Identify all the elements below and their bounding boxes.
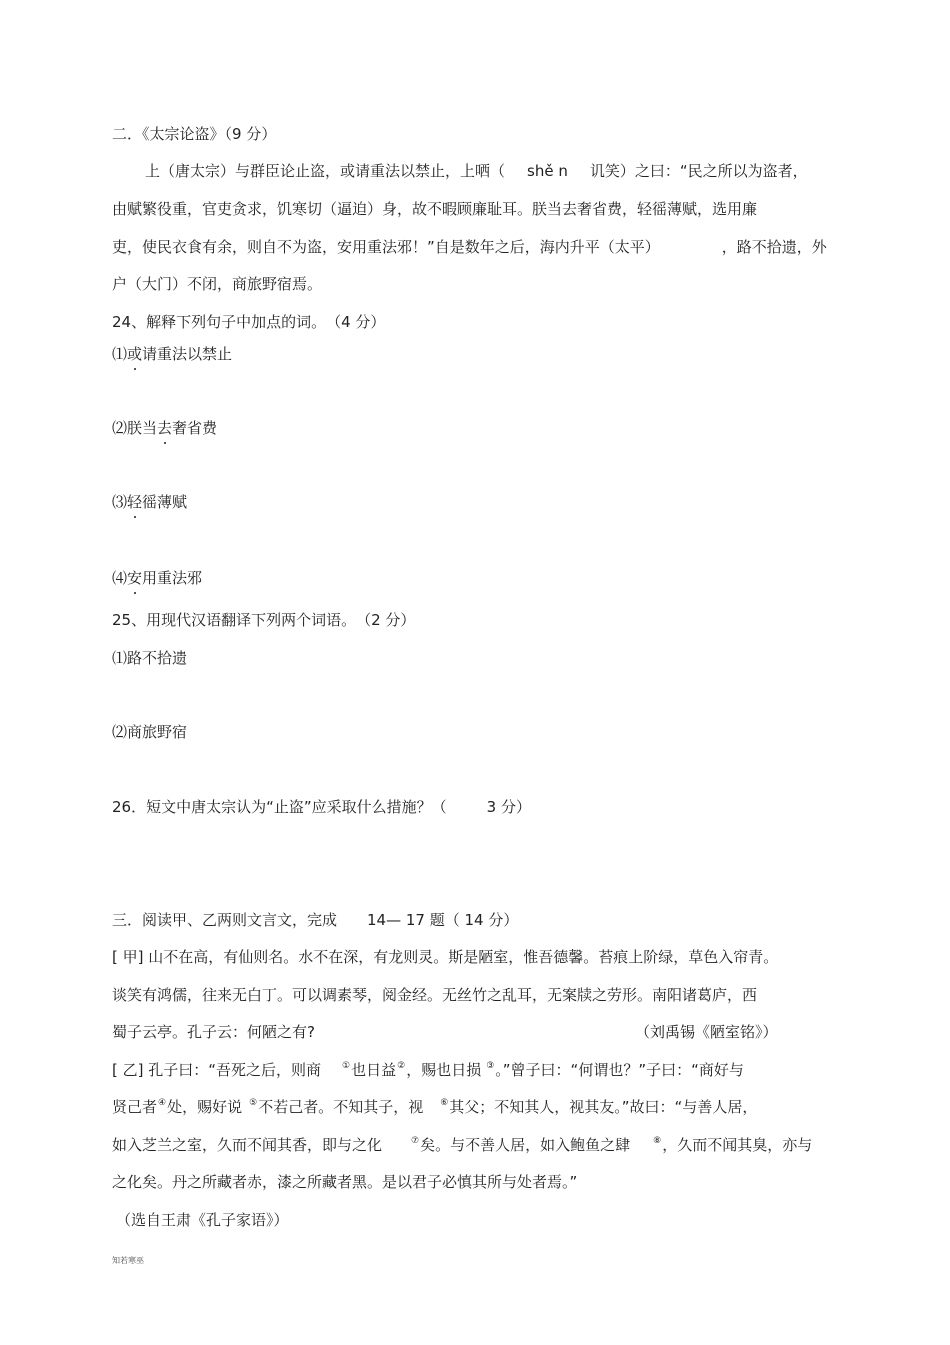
passage-text: 如入芝兰之室，久而不闻其香，即与之化 (112, 1136, 383, 1154)
passage-text: 其父；不知其人，视其友。”故曰：“与善人居， (449, 1098, 758, 1116)
footnote-marker: ⑦ (411, 1136, 420, 1146)
footnote-marker: ⑤ (249, 1098, 258, 1108)
question-25-item-1: ⑴路不拾遗 (112, 649, 188, 667)
page-footer: 知若寒巫 (112, 1256, 144, 1265)
dotted-word: 或 (127, 345, 143, 363)
question-25-title: 25、用现代汉语翻译下列两个词语。 （2 分） (112, 611, 416, 629)
footnote-marker: ② (397, 1061, 406, 1071)
footnote-marker: ⑧ (653, 1136, 662, 1146)
passage-line-1 (145, 161, 808, 181)
question-24-item-2 (112, 418, 217, 438)
section3-title (112, 910, 518, 930)
question-26 (112, 797, 531, 817)
passage-yi-line-1 (112, 1060, 744, 1083)
pinyin: shě n (527, 162, 568, 180)
passage-text: 上（唐太宗）与群臣论止盗，或请重法以禁止，上哂（ (145, 162, 506, 180)
passage-text: ，路不拾遗，外 (721, 238, 827, 256)
passage-jia-line-3: 蜀子云亭。孔子云：何陋之有? (112, 1023, 315, 1041)
passage-text: 矣。与不善人居，如入鲍鱼之肆 (420, 1136, 631, 1154)
passage-jia-line-1: [ 甲] 山不在高，有仙则名。水不在深，有龙则灵。斯是陋室，惟吾德馨。苔痕上阶绿，草色入帘青。 (112, 948, 779, 966)
passage-yi-line-2 (112, 1097, 757, 1120)
question-24-item-1 (112, 344, 232, 364)
item-number: ⑶ (112, 493, 128, 511)
passage-line-4: 户（大门）不闭，商旅野宿焉。 (112, 275, 323, 293)
passage-yi-source: （选自王肃《孔子家语》） (116, 1211, 289, 1229)
section-title-text: 三．阅读甲、乙两则文言文，完成 (112, 911, 338, 929)
dotted-word: 轻 (127, 493, 143, 511)
item-text: 奢省费 (172, 419, 218, 437)
footnote-marker: ⑥ (440, 1098, 449, 1108)
passage-text: 不若己者。不知其子，视 (258, 1098, 424, 1116)
item-text: 请重法以禁止 (142, 345, 233, 363)
footnote-marker: ③ (486, 1061, 495, 1071)
passage-text: ，赐也日损 (406, 1061, 482, 1079)
item-number: ⑴ (112, 345, 128, 363)
passage-text: 处，赐好说 (167, 1098, 243, 1116)
item-text: ⑵朕当 (112, 419, 158, 437)
passage-yi-line-4: 之化矣。丹之所藏者赤，漆之所藏者黑。是以君子必慎其所与处者焉。” (112, 1173, 578, 1191)
passage-text: 贤己者 (112, 1098, 158, 1116)
section2-title: 二．《太宗论盗》（9 分） (112, 125, 277, 143)
dotted-word: 去 (157, 419, 173, 437)
question-24-title: 24、解释下列句子中加点的词。 （4 分） (112, 313, 386, 331)
item-number: ⑷ (112, 569, 128, 587)
question-25-item-2: ⑵商旅野宿 (112, 723, 188, 741)
question-24-item-4 (112, 568, 202, 588)
passage-text: 。”曾子曰：“何谓也？”子曰：“商好与 (495, 1061, 744, 1079)
question-score: 3 分） (486, 798, 531, 816)
passage-jia-line-2: 谈笑有鸿儒，往来无白丁。可以调素琴，阅金经。无丝竹之乱耳，无案牍之劳形。南阳诸葛庐，西 (112, 986, 758, 1004)
passage-text: 也日益 (351, 1061, 397, 1079)
item-text: 用重法邪 (142, 569, 203, 587)
passage-text: [ 乙] 孔子曰：“吾死之后，则商 (112, 1061, 322, 1079)
footnote-marker: ④ (158, 1098, 167, 1108)
passage-text: 讥笑）之曰：“民之所以为盗者， (589, 162, 808, 180)
footnote-marker: ① (342, 1061, 351, 1071)
question-text: 26．短文中唐太宗认为“止盗”应采取什么措施？（ (112, 798, 447, 816)
passage-text: ，久而不闻其臭，亦与 (662, 1136, 813, 1154)
item-text: 徭薄赋 (142, 493, 188, 511)
question-24-item-3 (112, 492, 187, 512)
passage-jia-source: （刘禹锡《陋室铭》） (635, 1023, 778, 1041)
passage-text: 吏，使民衣食有余，则自不为盗，安用重法邪！”自是数年之后，海内升平（太平） (112, 238, 660, 256)
passage-yi-line-3 (112, 1135, 812, 1158)
dotted-word: 安 (127, 569, 143, 587)
section-title-text: 14— 17 题（ 14 分） (367, 911, 519, 929)
passage-line-3 (112, 237, 827, 257)
passage-line-2: 由赋繁役重，官吏贪求，饥寒切（逼迫）身，故不暇顾廉耻耳。朕当去奢省费，轻徭薄赋，选用廉 (112, 200, 758, 218)
